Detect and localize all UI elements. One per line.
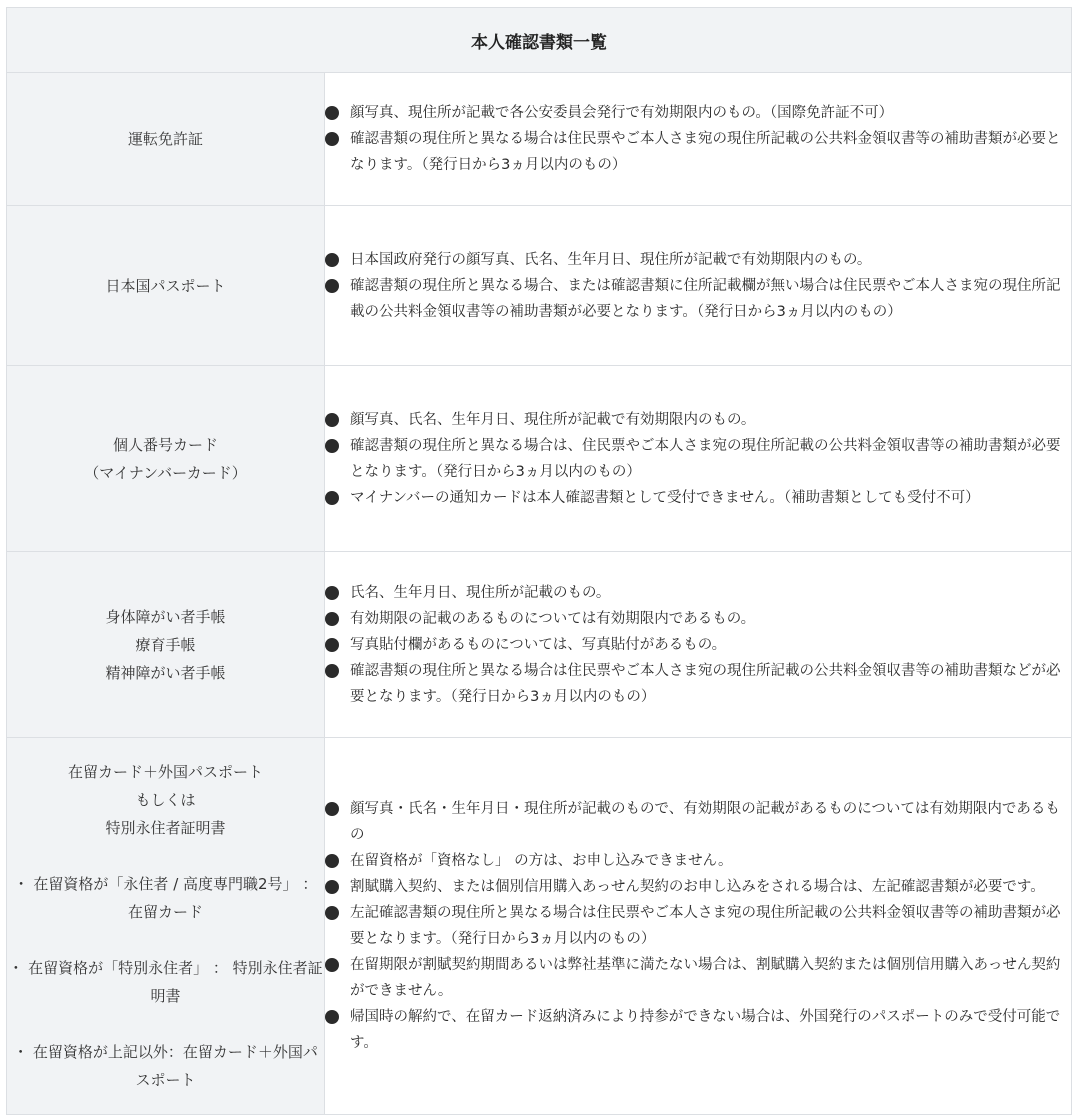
list-item (325, 658, 1071, 710)
requirement-text: 確認書類の現住所と異なる場合は住民票やご本人さま宛の現住所記載の公共料金領収書等の補助書類などが必要となります。（発行日から3ヵ月以内のもの） (350, 662, 1061, 705)
bullet-icon (325, 958, 339, 972)
list-item (325, 485, 1071, 511)
requirement-text: 確認書類の現住所と異なる場合、または確認書類に住所記載欄が無い場合は住民票やご本人さま宛の現住所記載の公共料金領収書等の補助書類が必要となります。（発行日から3ヵ月以内のもの） (350, 277, 1061, 320)
document-name: 身体障がい者手帳 (105, 607, 226, 626)
requirement-text: 左記確認書類の現住所と異なる場合は住民票やご本人さま宛の現住所記載の公共料金領収書等の補助書類が必要となります。（発行日から3ヵ月以内のもの） (350, 905, 1061, 947)
list-item (325, 100, 1071, 126)
requirement-text: 帰国時の解約で、在留カード返納済みにより持参ができない場合は、外国発行のパスポートのみで受付可能です。 (350, 1009, 1061, 1051)
requirements-cell (325, 366, 1072, 552)
list-item (325, 848, 1071, 874)
bullet-icon (325, 802, 339, 816)
requirements-cell (325, 73, 1072, 206)
residence-status-note: ・ 在留資格が上記以外：在留カード＋外国パスポート (13, 1043, 318, 1089)
requirements-list (325, 247, 1071, 325)
bullet-icon (325, 1010, 339, 1024)
title-row (7, 8, 1072, 73)
table-title: 本人確認書類一覧 (7, 8, 1072, 73)
requirement-text: 顔写真、現住所が記載で各公安委員会発行で有効期限内のもの。（国際免許証不可） (350, 105, 894, 121)
bullet-icon (325, 413, 339, 427)
list-item (325, 952, 1071, 1004)
bullet-icon (325, 253, 339, 267)
document-name: （マイナンバーカード） (84, 463, 247, 482)
document-name-cell (7, 552, 325, 738)
requirement-text: 有効期限の記載のあるものについては有効期限内であるもの。 (350, 610, 756, 627)
spacer (7, 926, 324, 954)
id-documents-table (6, 7, 1072, 1115)
requirement-text: 氏名、生年月日、現住所が記載のもの。 (350, 584, 611, 601)
document-name: 運転免許証 (127, 130, 203, 148)
requirement-text: 顔写真、氏名、生年月日、現住所が記載で有効期限内のもの。 (350, 411, 756, 428)
bullet-icon (325, 906, 339, 920)
document-name: 個人番号カード (112, 435, 218, 454)
list-item (325, 247, 1071, 273)
bullet-icon (325, 880, 339, 894)
document-name: 特別永住者証明書 (105, 819, 226, 837)
spacer (7, 842, 324, 870)
requirement-text: 日本国政府発行の顔写真、氏名、生年月日、現住所が記載で有効期限内のもの。 (350, 251, 872, 268)
document-name: もしくは (135, 791, 196, 809)
document-name: 精神障がい者手帳 (105, 663, 226, 682)
requirement-text: 確認書類の現住所と異なる場合は住民票やご本人さま宛の現住所記載の公共料金領収書等の補助書類が必要となります。（発行日から3ヵ月以内のもの） (350, 131, 1061, 173)
requirement-text: 割賦購入契約、または個別信用購入あっせん契約のお申し込みをされる場合は、左記確認書類が必要です。 (350, 879, 1045, 895)
requirements-list (325, 407, 1071, 511)
list-item (325, 874, 1071, 900)
list-item (325, 900, 1071, 952)
spacer (7, 1010, 324, 1038)
bullet-icon (325, 106, 339, 120)
requirement-text: 在留期限が割賦契約期間あるいは弊社基準に満たない場合は、割賦購入契約または個別信用購入あっせん契約ができません。 (350, 957, 1061, 999)
table-row (7, 73, 1072, 206)
bullet-icon (325, 491, 339, 505)
residence-status-note: ・ 在留資格が「特別永住者」 ： 特別永住者証明書 (8, 959, 323, 1005)
table-row (7, 738, 1072, 1115)
bullet-icon (325, 132, 339, 146)
document-name-cell (7, 366, 325, 552)
list-item (325, 606, 1071, 632)
requirement-text: 確認書類の現住所と異なる場合は、住民票やご本人さま宛の現住所記載の公共料金領収書等の補助書類が必要となります。（発行日から3ヵ月以内のもの） (350, 437, 1061, 480)
table-row (7, 366, 1072, 552)
list-item (325, 632, 1071, 658)
list-item (325, 1004, 1071, 1056)
requirements-list (325, 796, 1071, 1056)
document-name-cell (7, 73, 325, 206)
bullet-icon (325, 854, 339, 868)
table-row (7, 206, 1072, 366)
document-name: 療育手帳 (135, 635, 196, 654)
bullet-icon (325, 586, 339, 600)
requirements-cell (325, 206, 1072, 366)
requirements-list (325, 580, 1071, 710)
bullet-icon (325, 279, 339, 293)
residence-status-note: ・ 在留資格が「永住者 / 高度専門職2号」 ： 在留カード (13, 875, 318, 921)
bullet-icon (325, 638, 339, 652)
bullet-icon (325, 664, 339, 678)
requirement-text: マイナンバーの通知カードは本人確認書類として受付できません。（補助書類としても受付不可） (350, 489, 980, 506)
requirements-cell (325, 552, 1072, 738)
requirements-cell (325, 738, 1072, 1115)
requirement-text: 写真貼付欄があるものについては、写真貼付があるもの。 (350, 636, 727, 653)
requirements-list (325, 100, 1071, 178)
list-item (325, 580, 1071, 606)
bullet-icon (325, 612, 339, 626)
requirement-text: 在留資格が「資格なし」 の方は、お申し込みできません。 (350, 853, 733, 869)
table-row (7, 552, 1072, 738)
document-name-cell (7, 206, 325, 366)
list-item (325, 273, 1071, 325)
list-item (325, 126, 1071, 178)
document-name: 日本国パスポート (105, 276, 226, 295)
document-name-cell (7, 738, 325, 1115)
document-name: 在留カード＋外国パスポート (67, 763, 263, 781)
list-item (325, 433, 1071, 485)
list-item (325, 796, 1071, 848)
list-item (325, 407, 1071, 433)
bullet-icon (325, 439, 339, 453)
requirement-text: 顔写真・氏名・生年月日・現住所が記載のもので、有効期限の記載があるものについては有効期限内であるもの (350, 801, 1060, 843)
